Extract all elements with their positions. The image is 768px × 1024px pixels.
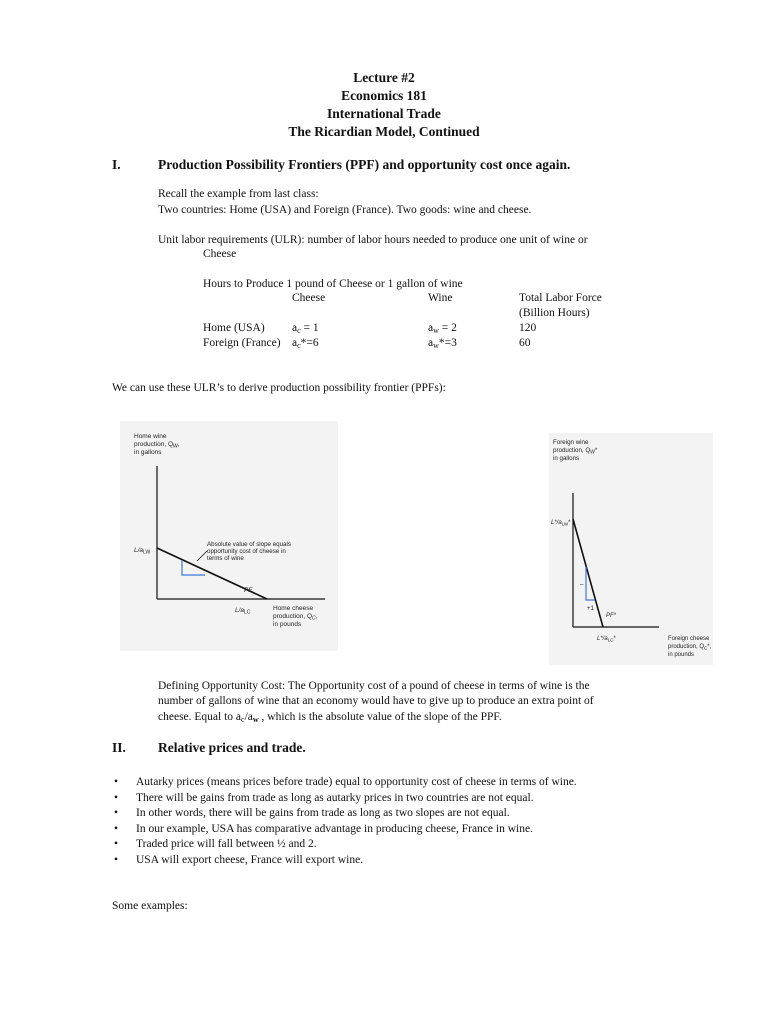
list-item xyxy=(112,791,577,807)
bullet-text: In other words, there will be gains from trade as long as two slopes are not equal. xyxy=(136,807,510,819)
bullet-icon: • xyxy=(114,791,119,804)
foreign-xlabel-2: production, $Q_C*$, xyxy=(668,644,712,651)
home-pf-label: PF xyxy=(244,587,253,594)
list-item xyxy=(112,837,577,853)
recall-text: Recall the example from last class: xyxy=(158,188,319,200)
section-2-title: Relative prices and trade. xyxy=(158,740,306,755)
home-annotation-1: Absolute value of slope equals xyxy=(207,541,291,548)
lecture-title: The Ricardian Model, Continued xyxy=(288,124,480,139)
foreign-ppf-figure xyxy=(549,433,713,665)
home-ylabel-2: production, $Q_W$, xyxy=(134,441,180,450)
row-home-cheese: $a_c = 1$ xyxy=(292,322,319,335)
course-name: Economics 181 xyxy=(341,88,427,103)
row-home-country: Home (USA) xyxy=(203,322,265,334)
home-slope-triangle xyxy=(182,560,205,575)
section-2-number: II. xyxy=(112,740,126,755)
col-header-wine: Wine xyxy=(428,292,453,304)
home-annotation-pointer xyxy=(197,551,207,561)
row-foreign-labor: 60 xyxy=(519,337,531,349)
bullet-text: Traded price will fall between ½ and 2. xyxy=(136,838,317,850)
home-y-intercept-label: $L/a_{LW}$ xyxy=(134,547,151,556)
home-annotation-2: opportunity cost of cheese in xyxy=(207,548,286,555)
bullet-icon: • xyxy=(114,838,119,850)
lecture-number: Lecture #2 xyxy=(353,70,415,85)
row-home-labor: 120 xyxy=(519,322,537,334)
bullet-text: In our example, USA has comparative advantage in producing cheese, France in wine. xyxy=(136,822,533,835)
home-ylabel-3: in gallons xyxy=(134,449,162,456)
course-subject: International Trade xyxy=(327,106,441,121)
list-item xyxy=(112,775,577,791)
col-header-cheese: Cheese xyxy=(292,292,326,304)
bullet-icon: • xyxy=(114,853,119,866)
two-countries-text: Two countries: Home (USA) and Foreign (France). Two goods: wine and cheese. xyxy=(158,204,532,216)
ulr-definition-line1: Unit labor requirements (ULR): number of labor hours needed to produce one unit of wine or xyxy=(158,234,588,246)
ulr-definition-line2: Cheese xyxy=(203,248,237,260)
section-1-title: Production Possibility Frontiers (PPF) and opportunity cost once again. xyxy=(158,157,571,172)
definition-line1: Defining Opportunity Cost: The Opportunity cost of a pound of cheese in terms of wine is the xyxy=(158,680,590,692)
list-item xyxy=(112,822,577,838)
foreign-y-intercept-label: $L*/a_{LW}*$ xyxy=(551,520,571,527)
foreign-ylabel-3: in gallons xyxy=(553,455,580,462)
row-foreign-country: Foreign (France) xyxy=(203,337,281,349)
row-home-wine: $a_w = 2$ xyxy=(428,322,457,335)
home-x-intercept-label: $L/a_{LC}$ xyxy=(235,607,251,616)
foreign-xlabel-1: Foreign cheese xyxy=(668,636,710,642)
home-xlabel-1: Home cheese xyxy=(273,605,314,612)
derive-ppf-text: We can use these ULR’s to derive production possibility frontier (PPFs): xyxy=(112,382,446,394)
bullet-text: USA will export cheese, France will export wine. xyxy=(136,853,364,866)
row-foreign-wine: $a_w*=3$ xyxy=(428,337,457,350)
foreign-xlabel-3: in pounds xyxy=(668,652,695,658)
foreign-pf-label: PF* xyxy=(606,613,617,619)
closing-text: Some examples: xyxy=(112,900,188,912)
home-xlabel-3: in pounds xyxy=(273,621,302,628)
definition-line2: number of gallons of wine that an economy would have to give up to produce an extra point of xyxy=(158,695,594,707)
definition-line3: cheese. Equal to $a_c/a_w$ , which is the absolute value of the slope of the PPF. xyxy=(158,711,502,724)
foreign-ylabel-1: Foreign wine xyxy=(553,439,589,446)
list-item xyxy=(112,806,577,822)
col-header-labor-1: Total Labor Force xyxy=(519,292,602,304)
list-item xyxy=(112,853,577,869)
bullet-icon: • xyxy=(114,822,119,835)
home-xlabel-2: production, $Q_C$, xyxy=(273,613,318,622)
home-ylabel-1: Home wine xyxy=(134,433,167,440)
home-annotation-3: terms of wine xyxy=(207,555,244,562)
foreign-plus-one-label: +1 xyxy=(587,606,594,612)
table-caption: Hours to Produce 1 pound of Cheese or 1 gallon of wine xyxy=(203,278,463,290)
section-1-number: I. xyxy=(112,157,121,172)
bullet-list xyxy=(112,775,577,868)
foreign-minus-label: – xyxy=(580,581,584,588)
foreign-x-intercept-label: $L*/a_{LC}*$ xyxy=(597,636,616,643)
foreign-ylabel-2: production, $Q_W*$ xyxy=(553,447,598,456)
home-ppf-figure xyxy=(120,421,338,651)
bullet-text: Autarky prices (means prices before trade) equal to opportunity cost of cheese in terms of wine. xyxy=(136,776,577,788)
bullet-icon: • xyxy=(114,776,119,788)
bullet-icon: • xyxy=(114,807,119,819)
row-foreign-cheese: $a_c*=6$ xyxy=(292,337,319,350)
bullet-text: There will be gains from trade as long as autarky prices in two countries are not equal. xyxy=(136,791,534,804)
col-header-labor-2: (Billion Hours) xyxy=(519,307,590,319)
